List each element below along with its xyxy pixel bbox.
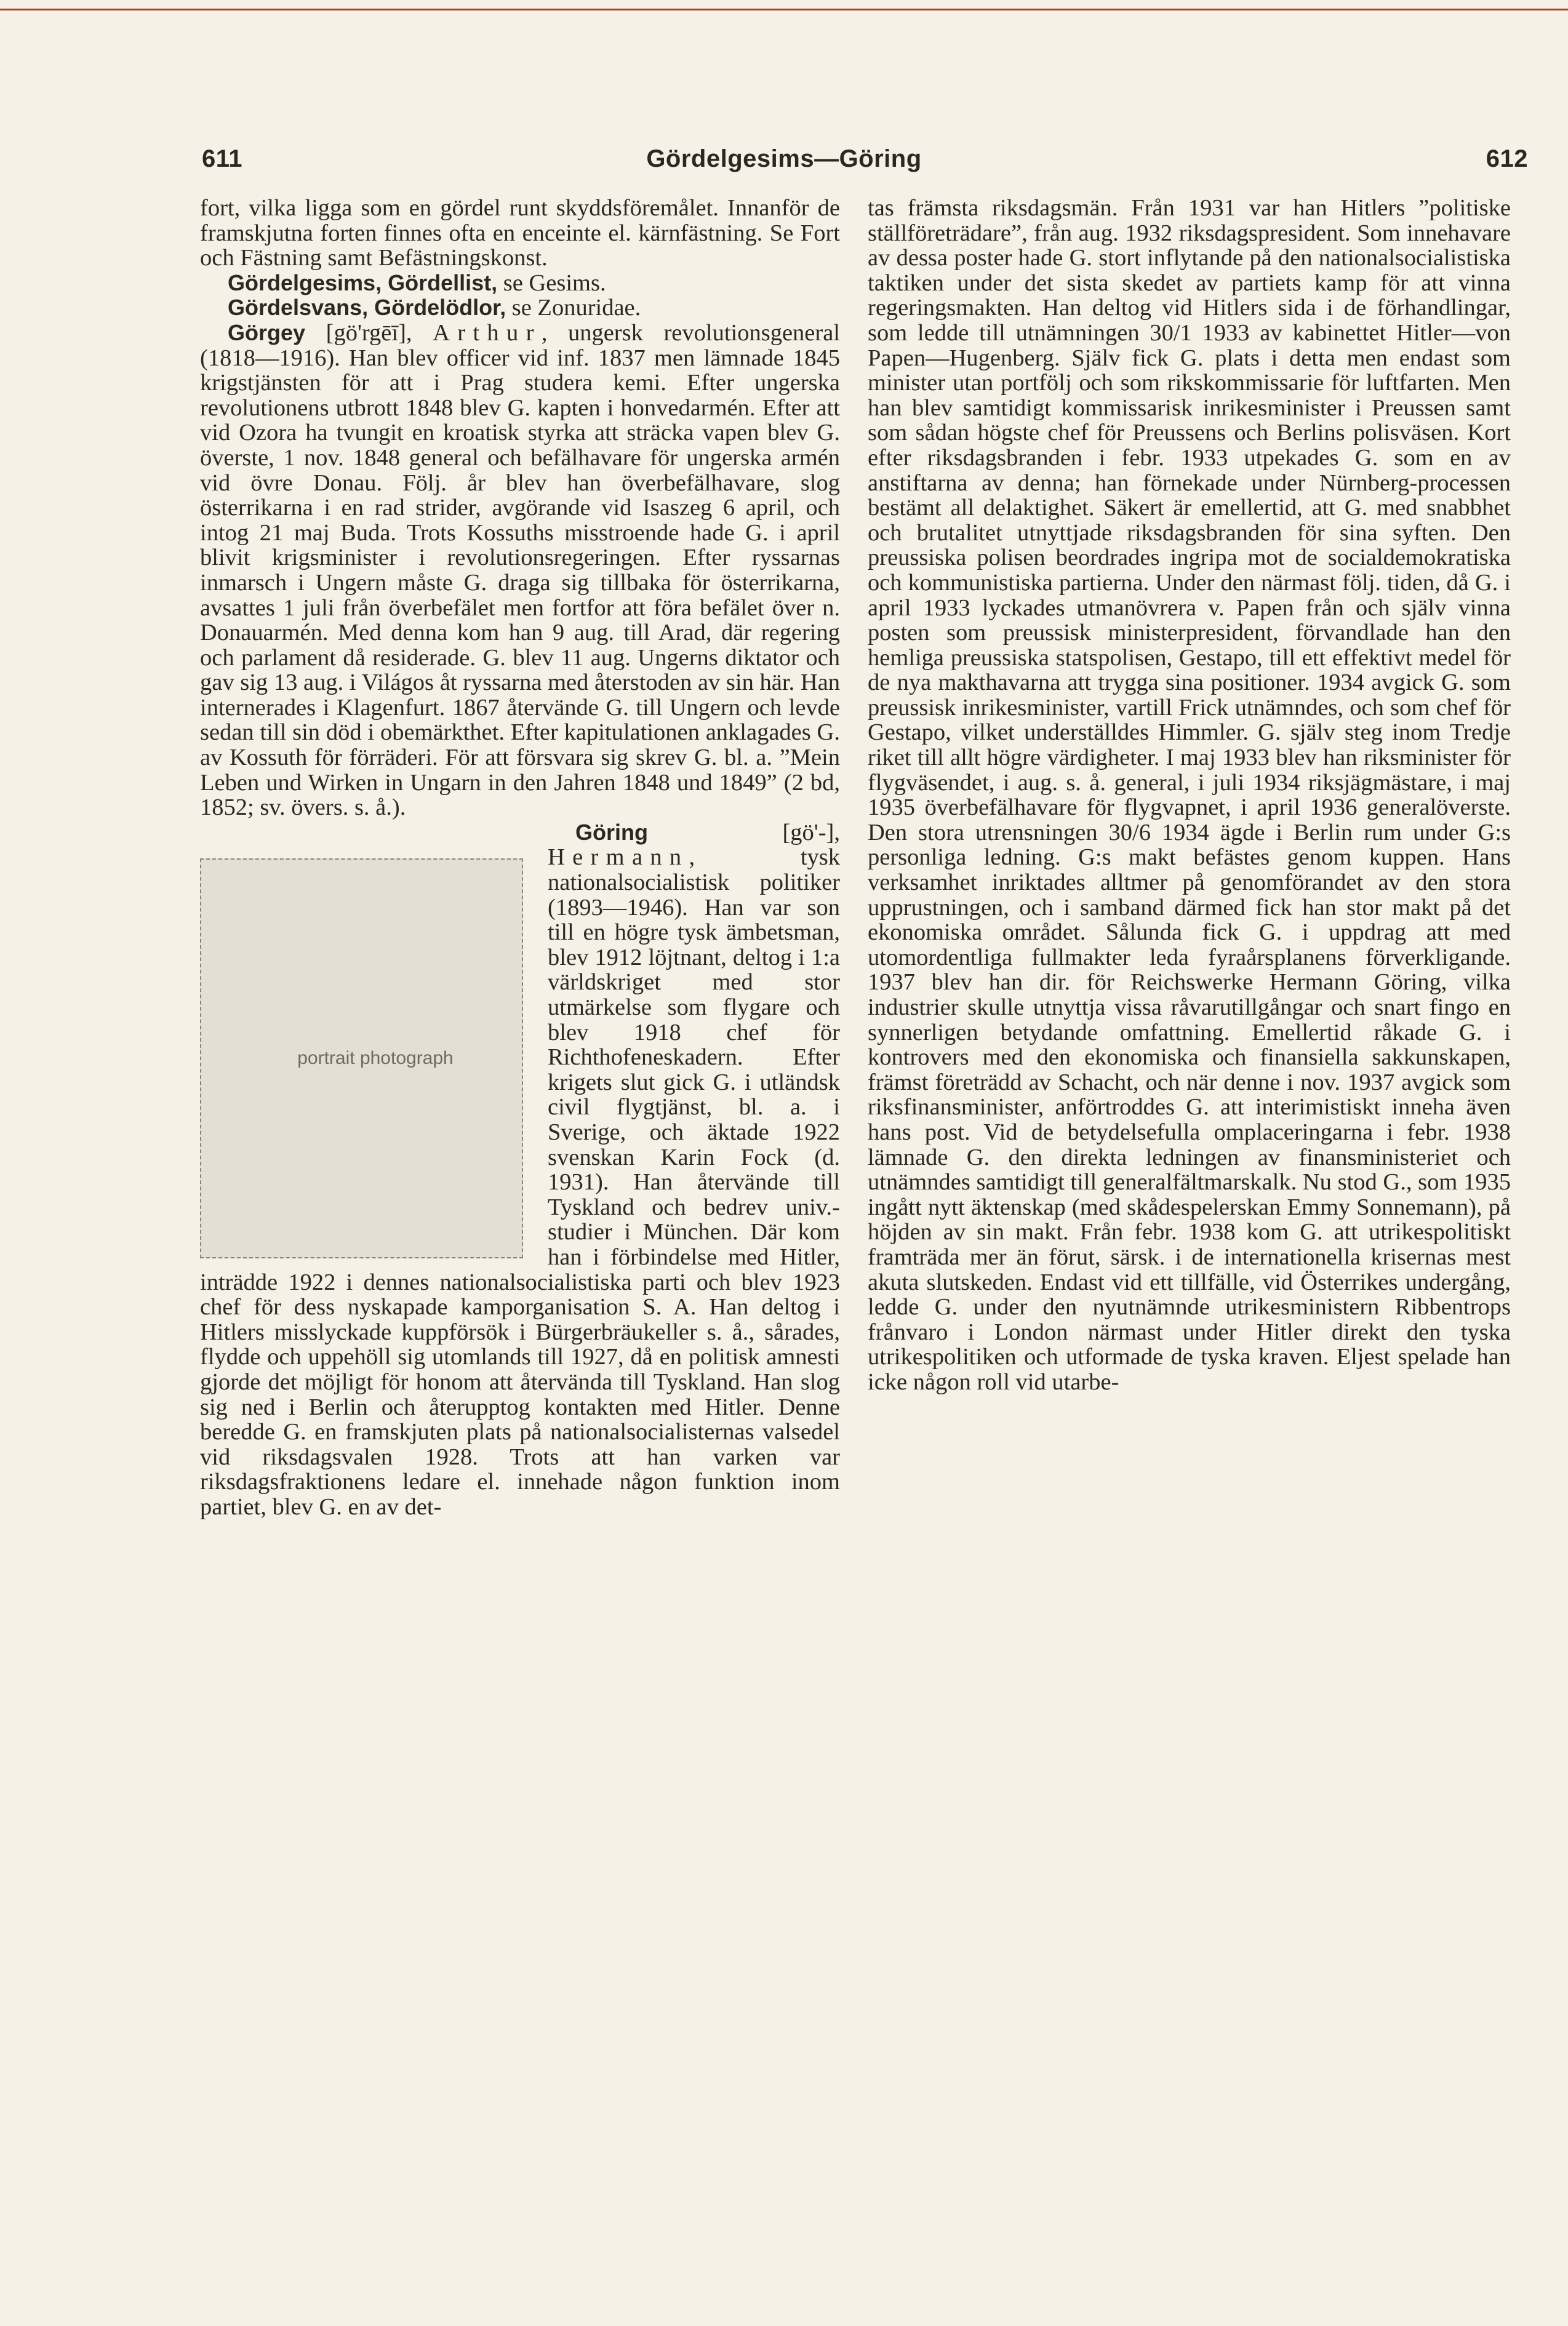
entry-gordelsvans <box>200 295 840 321</box>
page-number-left: 611 <box>202 145 243 172</box>
left-column <box>200 196 840 1519</box>
given-name: Arthur <box>433 319 542 346</box>
pronunciation: [gö'-], <box>647 819 840 845</box>
entry-text: se Zonuridae. <box>506 295 641 321</box>
entry-gorgey <box>200 321 840 820</box>
running-head: Gördelgesims—Göring <box>646 145 922 172</box>
entry-text: , ungersk revolutionsgeneral (1818—1916). Han blev officer vid inf. 1837 men lämnade 1845 krigstjänsten för att i Prag studera kemi. Efter ungerska revolutionens utbrott 1848 blev G. kapten i honvedarmén. Efter att vid Ozora ha tvungit en kroatisk styrka att sträcka vapen blev G. överste, 1 nov. 1848 general och befälhavare för ungerska armén vid övre Donau. Följ. år blev han överbefälhavare, slog österrikarna i en rad strider, avgörande vid Isaszeg 6 april, och intog 21 maj Buda. Trots Kossuths misstroende hade G. i april blivit krigsminister i revolutionsregeringen. Efter ryssarnas inmarsch i Ungern måste G. draga sig tillbaka för österrikarna, avsattes 1 juli från överbefälet men fortfor att föra befälet över n. Donauarmén. Med denna kom han 9 aug. till Arad, där regering och parlament då residerade. G. blev 11 aug. Ungerns diktator och gav sig 13 aug. i Világos åt ryssarna med återstoden av sin här. Han internerades i Klagenfurt. 1867 återvände G. till Ungern och levde sedan till sin död i obemärkthet. Efter kapitulationen anklagades G. av Kossuth för förräderi. För att försvara sig skrev G. bl. a. ”Mein Leben und Wirken in Ungarn in den Jahren 1848 und 1849” (2 bd, 1852; sv. övers. s. å.). <box>200 319 840 821</box>
page-number-right: 612 <box>1486 145 1528 172</box>
entry-goring-continuation: tas främsta riksdagsmän. Från 1931 var han Hitlers ”politiske ställföreträdare”, från aug. 1932 riksdagspresident. Som innehavare av dessa poster hade G. stort inflytande på den nationalsocialistiska taktiken under det sista skedet av partiets kamp för att vinna regeringsmakten. Han deltog vid Hitlers sida i de förhandlingar, som ledde till utnämningen 30/1 1933 av kabinettet Hitler—von Papen—Hugenberg. Själv fick G. plats i detta men endast som minister utan portfölj och som rikskommissarie för luftfarten. Men han blev samtidigt kommissarisk inrikesminister i Preussen samt som sådan högste chef för Preussens och Berlins polisväsen. Kort efter riksdagsbranden i febr. 1933 utpekades G. som en av anstiftarna av denna; han förnekade under Nürnberg-processen bestämt all delaktighet. Säkert är emellertid, att G. med snabbhet och brutalitet utnyttjade riksdagsbranden för sina syften. Den preussiska polisen beordrades ingripa mot de socialdemokratiska och kommunistiska partierna. Under den närmast följ. tiden, då G. i april 1933 lyckades utmanövrera v. Papen från och själv vinna posten som preussisk ministerpresident, förvandlade han den hemliga preussiska statspolisen, Gestapo, till ett effektivt medel för de nya makthavarna att trygga sina positioner. 1934 avgick G. som preussisk inrikesminister, vartill Frick utnämndes, och som chef för Gestapo, vilket underställdes Himmler. G. själv steg inom Tredje riket till allt högre värdigheter. I maj 1933 blev han riksminister för flygväsendet, i aug. s. å. general, i juli 1934 riksjägmästare, i maj 1935 överbefälhavare för flygvapnet, i april 1936 generalöverste. Den stora utrensningen 30/6 1934 ägde i Berlin rum under G:s personliga ledning. G:s makt befästes genom kuppen. Hans verksamhet inriktades alltmer på genomförandet av den stora upprustningen, och i samband därmed fick han stor makt på det ekonomiska området. Sålunda fick G. i uppdrag att med utomordentliga fullmakter leda fyraårsplanens förverkligande. 1937 blev han dir. för Reichswerke Hermann Göring, vilka industrier skulle utnyttja vissa råvarutillgångar och snart fingo en synnerligen betydande omfattning. Emellertid råkade G. i kontrovers med den ekonomiska och finansiella sakkunskapen, främst företrädd av Schacht, och när denne i nov. 1937 avgick som riksfinansminister, anförtroddes G. att interimistiskt inneha även hans post. Vid de betydelsefulla omplaceringarna i febr. 1938 lämnade G. den direkta ledningen av finansministeriet och utnämndes samtidigt till generalfältmarskalk. Nu stod G., som 1935 ingått nytt äktenskap (med skådespelerskan Emmy Sonnemann), på höjden av sin makt. Från febr. 1938 kom G. att utrikespolitiskt framträda mer än förut, särsk. i de internationella krisernas mest akuta slutskeden. Endast vid ett tillfälle, vid Österrikes undergång, ledde G. under den nyutnämnde utrikesministern Ribbentrops frånvaro i London närmast under Hitler direkt den tyska utrikespolitiken och utformade de tyska kraven. Eljest spelade han icke någon roll vid utarbe- <box>868 195 1511 1395</box>
given-name: Hermann <box>548 844 689 871</box>
right-column <box>868 196 1511 1395</box>
portrait-photo <box>200 858 523 1258</box>
entry-continuation: fort, vilka ligga som en gördel runt skyddsföremålet. Innanför de framskjutna forten finnes ofta en enceinte el. kärnfästning. Se Fort och Fästning samt Befästningskonst. <box>200 195 840 271</box>
entry-gordelgesims <box>200 271 840 296</box>
portrait-placeholder-label: portrait photograph <box>297 1047 454 1068</box>
entry-text: se Gesims. <box>497 270 606 296</box>
headword: Göring <box>575 819 648 845</box>
pronunciation: [gö'rgēī], <box>305 319 433 346</box>
entry-text: , tysk nationalsocialistisk politiker (1893—1946). Han var son till en högre tysk ämbetsman, blev 1912 löjtnant, deltog i 1:a världskriget med stor utmärkelse som flygare och blev 1918 chef för Richthofeneskadern. Efter krigets slut gick G. i utländsk civil flygtjänst, bl. a. i Sverige, och äktade 1922 svenskan Karin Fock (d. 1931). Han återvände till Tyskland och bedrev univ.-studier i München. Där kom han i förbindelse med Hitler, inträdde 1922 i dennes nationalsocialistiska parti och blev 1923 chef för dess nyskapade kamporganisation S. A. Han deltog i Hitlers misslyckade kuppförsök i Bürgerbräukeller s. å., sårades, flydde och uppehöll sig utomlands till 1927, då en politisk amnesti gjorde det möjligt för honom att återvända till Tyskland. Han slog sig ned i Berlin och återupptog kontakten med Hitler. Denne beredde G. en framskjuten plats på nationalsocialisternas valsedel vid riksdagsvalen 1928. Trots att han varken var riksdagsfraktionens ledare el. innehade någon funktion inom partiet, blev G. en av det- <box>200 844 840 1520</box>
entry-goring <box>200 820 840 1520</box>
headword: Görgey <box>228 319 306 345</box>
headword: Gördelgesims, Gördellist, <box>228 270 498 295</box>
headword: Gördelsvans, Gördelödlor, <box>228 295 506 321</box>
top-border-rule <box>0 9 1568 10</box>
